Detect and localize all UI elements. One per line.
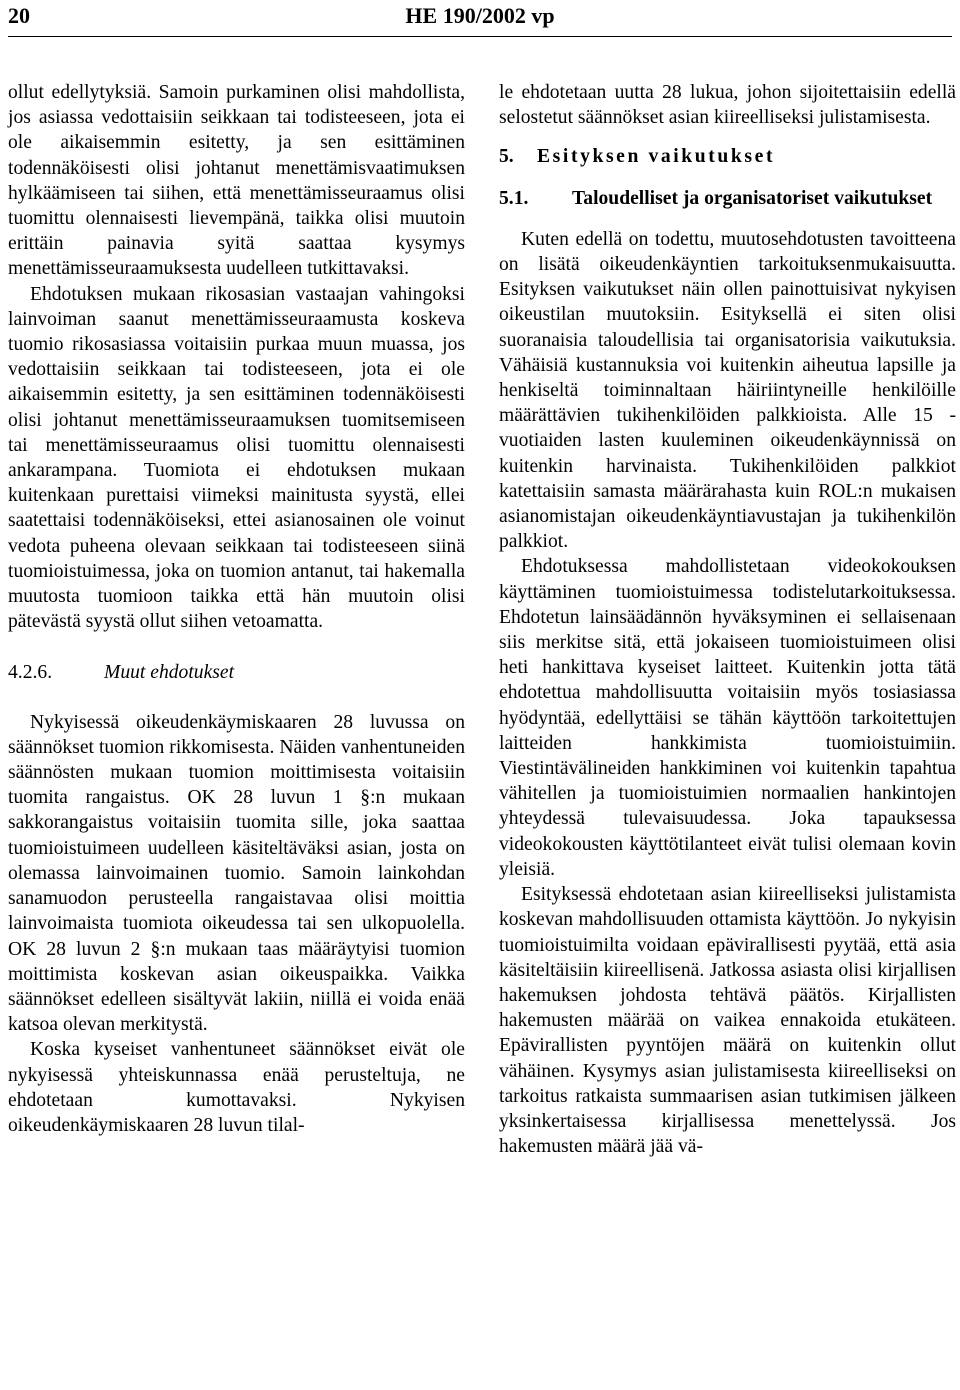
paragraph: Ehdotuksessa mahdollistetaan videokokouksen käyttäminen tuomioistuimessa todistelutarkoituksessa. Ehdotetun lainsäädännön hyväksyminen ei sellaisenaan siis merkitse sitä, että jokaiseen tuomioistuimeen olisi heti hankittava kyseiset laitteet. Kuitenkin jotta tätä ehdotettua mahdollisuutta voitaisiin myös tosiasiassa hyödyntää, edellyttäisi se tähän käyttöön tarkoitettujen laitteiden hankkimista tuomioistuimiin. Viestintävälineiden hankkiminen voi kuitenkin tapahtua vähitellen ja tuomioistuimien normaalien hankintojen yhteydessä tulevaisuudessa. Joka tapauksessa videokokousten käyttötilanteet eivät tulisi olemaan kovin yleisiä. — [499, 556, 956, 880]
section-heading-5 — [499, 144, 956, 169]
heading-text: Taloudelliset ja organisatoriset vaikutukset — [572, 187, 933, 209]
section-heading-4-2-6 — [8, 660, 465, 685]
heading-number: 4.2.6. — [8, 662, 53, 684]
paragraph: Nykyisessä oikeudenkäymiskaaren 28 luvussa on säännökset tuomion rikkomisesta. Näiden vanhentuneiden säännösten mukaan tuomion moittimisesta voitaisiin tuomita rangaistus. OK 28 luvun 1 §:n mukaan sakkorangaistus voitaisiin tuomita sille, joka saattaa tuomioistuimeen uudelleen käsiteltäväksi asian, josta on olemassa lainvoimainen tuomio. Samoin lainkohdan sanamuodon perusteella rangaistavaa olisi moittia lainvoimaista tuomiota oikeudessa tai sen ulkopuolella. OK 28 luvun 2 §:n mukaan taas määräytyisi tuomion moittimista koskevan asian oikeuspaikka. Vaikka säännökset edelleen sisältyvät lakiin, niillä ei voida enää katsoa olevan merkitystä. — [8, 711, 465, 1036]
heading-number: 5. — [499, 146, 514, 168]
paragraph: le ehdotetaan uutta 28 lukua, johon sijoitettaisiin edellä selostetut säännökset asian kiireelliseksi julistamisesta. — [499, 82, 956, 129]
paragraph: Kuten edellä on todettu, muutosehdotusten tavoitteena on lisätä oikeudenkäyntien tarkoituksenmukaisuutta. Esityksen vaikutukset näin ollen painottuisivat nykyisen oikeustilan muutoksiin. Esityksellä ei siten olisi suoranaisia taloudellisia tai organisatorisia vaikutuksia. Vähäisiä kustannuksia voi kuitenkin aiheutua lapsille ja henkiseltä toiminnaltaan häiriintyneille henkilöille määrättävien tukihenkilöiden palkkioista. Alle 15 -vuotiaiden lasten kuuleminen oikeudenkäynnissä on kuitenkin harvinaista. Tukihenkilöiden palkkiot katettaisiin samasta määrärahasta kuin ROL:n mukaisen asianomistajan oikeudenkäyntiavustajan ja tukihenkilön palkkiot. — [499, 228, 956, 553]
right-column — [499, 80, 956, 1159]
document-id: HE 190/2002 vp — [405, 3, 555, 28]
section-heading-5-1 — [499, 186, 956, 211]
paragraph: Esityksessä ehdotetaan asian kiireelliseksi julistamista koskevan mahdollisuuden ottamista käyttöön. Jo nykyisin tuomioistuimilta voidaan epävirallisesti pyytää, että asia käsiteltäisiin kiireellisenä. Jatkossa asiasta olisi kirjallisen hakemuksen johdosta tehtävä päätös. Kirjallisten hakemusten määrää on vaikea ennakoida etukäteen. Epävirallisten pyyntöjen määrä on kuitenkin ollut vähäinen. Kysymys asian julistamisesta kiireelliseksi on tarkoitus ratkaista summaarisen asian tutkimisen jälkeen yksinkertaisessa kirjallisessa menettelyssä. Jos hakemusten määrä jää vä- — [499, 884, 956, 1158]
page-header — [8, 0, 952, 37]
heading-text: Esityksen vaikutukset — [537, 146, 776, 168]
paragraph: Koska kyseiset vanhentuneet säännökset eivät ole nykyisessä yhteiskunnassa enää perusteltuja, ne ehdotetaan kumottavaksi. Nykyisen oikeudenkäymiskaaren 28 luvun tilal- — [8, 1039, 465, 1136]
left-column — [8, 80, 465, 1138]
paragraph: Ehdotuksen mukaan rikosasian vastaajan vahingoksi lainvoiman saanut menettämisseuraamusta koskeva tuomio rikosasiassa voitaisiin purkaa muun muassa, jos vedottaisiin seikkaan tai todisteeseen, jota ei ole aikaisemmin esitetty, ja sen esittäminen todennäköisesti olisi johtanut menettämisseuraamuksen tuomitsemiseen tai menettämisseuraamus olisi tuomittu olennaisesti ankarampana. Tuomiota ei ehdotuksen mukaan kuitenkaan purettaisi viimeksi mainitusta syystä, ellei saatettaisi todennäköiseksi, ettei asianosainen ole voinut vedota puheena olevaan seikkaan tai todisteeseen siinä tuomioistuimessa, joka on tuomion antanut, tai hakemalla muutosta tuomioon taikka että hän muutoin olisi pätevästä syystä ollut siihen vetoamatta. — [8, 283, 465, 633]
page-number: 20 — [8, 3, 30, 28]
heading-number: 5.1. — [499, 187, 529, 209]
heading-text: Muut ehdotukset — [104, 662, 235, 684]
paragraph: ollut edellytyksiä. Samoin purkaminen olisi mahdollista, jos asiassa vedottaisiin seikkaan tai todisteeseen, jota ei ole aikaisemmin esitetty, ja sen esittäminen todennäköisesti olisi johtanut menettämisvaatimuksen hylkäämiseen tai siihen, että menettämisseuraamus olisi tuomittu olennaisesti lievempänä, taikka olisi muutoin erittäin painavia syitä saattaa kysymys menettämisseuraamuksesta uudelleen tutkittavaksi. — [8, 82, 465, 280]
